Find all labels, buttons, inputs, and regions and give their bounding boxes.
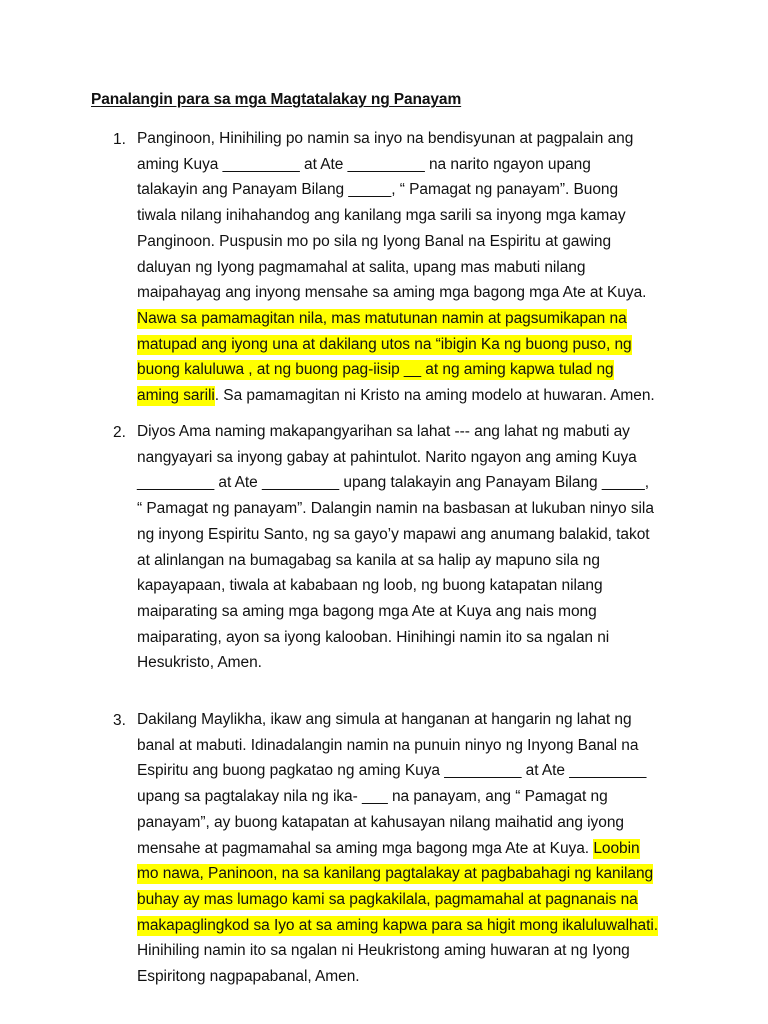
highlighted-text: Nawa sa pamamagitan nila, mas matutunan namin at pagsumikapan na [137, 309, 627, 327]
prayer-number: 2. [113, 424, 126, 441]
text-segment: Dakilang Maylikha, ikaw ang simula at hanganan at hangarin ng lahat ng [137, 711, 632, 728]
prayer-text-line [137, 939, 630, 963]
prayer-text-line [137, 127, 633, 151]
text-segment: _________ at Ate _________ upang talakayin ang Panayam Bilang _____, [137, 474, 649, 492]
text-segment: . Sa pamamagitan ni Kristo na aming modelo at huwaran. Amen. [214, 387, 655, 404]
text-segment: tiwala nilang inihahandog ang kanilang mga sarili sa inyong mga kamay [137, 207, 626, 225]
highlighted-text: buong kaluluwa , at ng buong pag-iisip __ at ng aming kapwa tulad ng [137, 361, 614, 379]
prayer-text-line [137, 497, 654, 521]
prayer-text-line [137, 307, 627, 331]
prayer-text-line [137, 471, 649, 495]
highlighted-text: buhay ay mas lumago kami sa pagkakilala, pagmamahal at pagnanais na [137, 890, 638, 908]
text-segment: aming Kuya _________ at Ate _________ na narito ngayon upang [137, 155, 591, 173]
prayer-number: 3. [113, 712, 126, 729]
text-segment: Espiritong nagpapabanal, Amen. [137, 968, 360, 985]
text-segment: Diyos Ama naming makapangyarihan sa lahat --- ang lahat ng mabuti ay [137, 423, 630, 440]
prayer-text-line [137, 862, 653, 886]
document-title: Panalangin para sa mga Magtatalakay ng Panayam [91, 91, 462, 108]
prayer-text-line [137, 785, 608, 809]
prayer-text-line [137, 965, 360, 989]
text-segment: Panginoon, Hinihiling po namin sa inyo na bendisyunan at pagpalain ang [137, 130, 634, 147]
highlighted-text: aming sarili [137, 387, 215, 404]
highlighted-text: matupad ang iyong una at dakilang utos na “ibigin Ka ng buong puso, ng [137, 335, 632, 353]
text-segment: maiparating sa aming mga bagong mga Ate at Kuya ang nais mong [137, 602, 597, 620]
text-segment: Espiritu ang buong pagkatao ng aming Kuya _________ at Ate _________ [137, 762, 647, 780]
prayer-text-line [137, 574, 603, 598]
prayer-text-line [137, 914, 658, 938]
text-segment: maiparating, ayon sa iyong kalooban. Hinihingi namin ito sa ngalan ni [137, 628, 610, 646]
prayer-text-line [137, 523, 650, 547]
text-segment: nangyayari sa inyong gabay at pahintulot. Narito ngayon ang aming Kuya [137, 448, 637, 466]
prayer-text-line [137, 178, 618, 202]
prayer-text-line [137, 256, 585, 280]
text-segment: Panginoon. Puspusin mo po sila ng Iyong Banal na Espiritu at gawing [137, 232, 612, 250]
prayer-text-line [137, 708, 632, 732]
prayer-text-line [137, 626, 609, 650]
prayer-text-line [137, 811, 624, 835]
text-segment: mensahe at pagmamahal sa aming mga bagong mga Ate at Kuya. [137, 839, 594, 857]
text-segment: Hinihiling namin ito sa ngalan ni Heukristong aming huwaran at ng Iyong [137, 942, 630, 960]
prayer-text-line [137, 549, 600, 573]
prayer-text-line [137, 333, 632, 357]
text-segment: Hesukristo, Amen. [137, 654, 262, 672]
text-segment: maipahayag ang inyong mensahe sa aming mga bagong mga Ate at Kuya. [137, 284, 647, 302]
prayer-text-line [137, 734, 638, 758]
prayer-text-line [137, 358, 614, 382]
text-segment: banal at mabuti. Idinadalangin namin na punuin ninyo ng Inyong Banal na [137, 736, 639, 754]
prayer-text-line [137, 281, 646, 305]
text-segment: panayam”, ay buong katapatan at kahusayan nilang maihatid ang iyong [137, 813, 624, 831]
prayer-text-line [137, 888, 638, 912]
prayer-text-line [137, 446, 637, 470]
text-segment: daluyan ng Iyong pagmamahal at salita, upang mas mabuti nilang [137, 258, 586, 276]
prayer-text-line [137, 651, 262, 675]
text-segment: at alinlangan na bumagabag sa kanila at sa halip ay mapuno sila ng [137, 551, 600, 569]
prayer-text-line [137, 384, 655, 408]
highlighted-text: Loobin [593, 839, 640, 857]
prayer-text-line [137, 837, 640, 861]
prayer-text-line [137, 759, 646, 783]
prayer-text-line [137, 420, 630, 444]
prayer-text-line [137, 204, 626, 228]
text-segment: upang sa pagtalakay nila ng ika- ___ na panayam, ang “ Pamagat ng [137, 788, 608, 806]
highlighted-text: mo nawa, Paninoon, na sa kanilang pagtalakay at pagbabahagi ng kanilang [137, 865, 654, 883]
prayer-text-line [137, 600, 597, 624]
text-segment: ng inyong Espiritu Santo, ng sa gayo’y mapawi ang anumang balakid, takot [137, 525, 650, 543]
text-segment: kapayapaan, tiwala at kababaan ng loob, ng buong katapatan nilang [137, 577, 603, 595]
text-segment: “ Pamagat ng panayam”. Dalangin namin na basbasan at lukuban ninyo sila [137, 500, 654, 518]
highlighted-text: makapaglingkod sa Iyo at sa aming kapwa para sa higit mong ikaluluwalhati. [137, 916, 659, 934]
text-segment: talakayin ang Panayam Bilang _____, “ Pamagat ng panayam”. Buong [137, 181, 619, 199]
prayer-text-line [137, 153, 591, 177]
prayer-number: 1. [113, 131, 126, 148]
prayer-text-line [137, 230, 611, 254]
